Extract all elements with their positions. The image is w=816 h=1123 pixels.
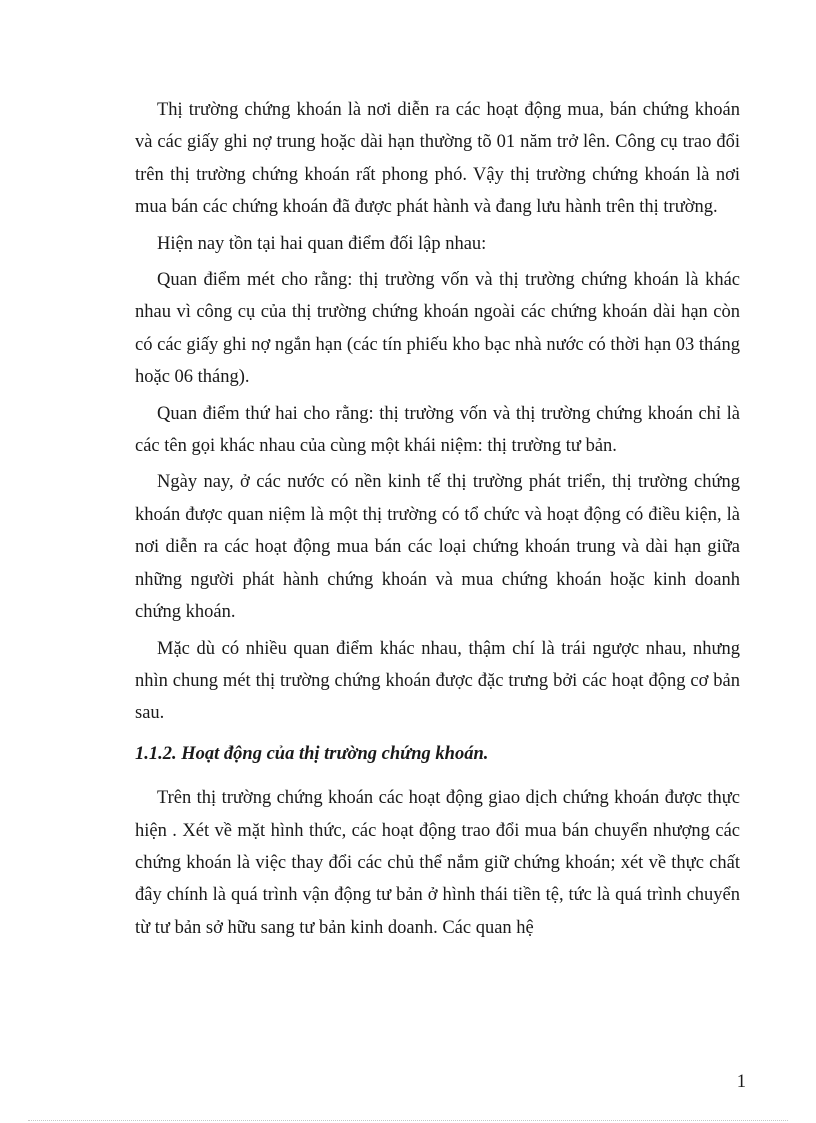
section-heading: 1.1.2. Hoạt động của thị trường chứng khoán. (135, 743, 489, 764)
paragraph-4: Quan điểm thứ hai cho rằng: thị trường vốn và thị trường chứng khoán chỉ là các tên gọi khác nhau của cùng một khái niệm: thị trường tư bản. (135, 403, 740, 457)
page-number: 1 (736, 1072, 746, 1092)
paragraph-1: Thị trường chứng khoán là nơi diễn ra các hoạt động mua, bán chứng khoán và các giấy ghi nợ trung hoặc dài hạn thường tõ 01 năm trở lên. Công cụ trao đổi trên thị trường chứng khoán rất phong phó. Vậy thị trường chứng khoán là nơi mua bán các chứng khoán đã được phát hành và đang lưu hành trên thị trường. (135, 100, 740, 218)
paragraph-6: Mặc dù có nhiều quan điểm khác nhau, thậm chí là trái ngược nhau, nhưng nhìn chung mét thị trường chứng khoán được đặc trưng bởi các hoạt động cơ bản sau. (135, 638, 740, 724)
paragraph-5: Ngày nay, ở các nước có nền kinh tế thị trường phát triển, thị trường chứng khoán được quan niệm là một thị trường có tổ chức và hoạt động có điều kiện, là nơi diễn ra các hoạt động mua bán các loại chứng khoán trung và dài hạn giữa những người phát hành chứng khoán và mua chứng khoán hoặc kinh doanh chứng khoán. (135, 472, 740, 623)
paragraph-3: Quan điểm mét cho rằng: thị trường vốn và thị trường chứng khoán là khác nhau vì công cụ của thị trường chứng khoán ngoài các chứng khoán dài hạn còn có các giấy ghi nợ ngắn hạn (các tín phiếu kho bạc nhà nước có thời hạn 03 tháng hoặc 06 tháng). (135, 270, 740, 388)
page-content (135, 94, 740, 948)
page-bottom-divider (28, 1120, 788, 1121)
paragraph-2: Hiện nay tồn tại hai quan điểm đối lập nhau: (157, 233, 487, 254)
paragraph-7: Trên thị trường chứng khoán các hoạt động giao dịch chứng khoán được thực hiện . Xét về mặt hình thức, các hoạt động trao đổi mua bán chuyển nhượng các chứng khoán là việc thay đổi các chủ thể nắm giữ chứng khoán; xét về thực chất đây chính là quá trình vận động tư bản ở hình thái tiền tệ, tức là quá trình chuyển từ tư bản sở hữu sang tư bản kinh doanh. Các quan hệ (135, 788, 740, 938)
